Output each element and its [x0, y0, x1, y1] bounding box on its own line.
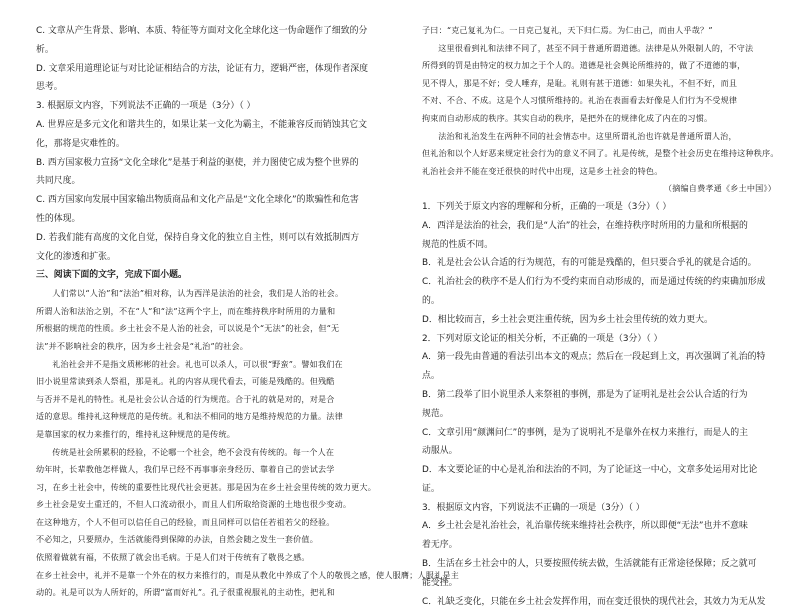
passage-line: 在乡土社会中，礼并不是靠一个外在的权力来推行的，而是从教化中养成了个人的敬畏之感，使人服膺；人服礼是主 — [36, 569, 459, 580]
passage-line: 幼年时，长辈教他怎样做人，我们早已经不再事事亲身经历、靠着自己的尝试去学 — [36, 464, 335, 475]
passage-line: 旧小说里常读到杀人祭祖，那是礼。礼的内容从现代看去，可能是残酷的。但残酷 — [36, 376, 335, 387]
passage-line: 动的。礼是可以为人所好的，所谓“富而好礼”。孔子很重视服礼的主动性，把礼和 — [36, 587, 335, 598]
option-line: B．生活在乡土社会中的人，只要按照传统去做，生活就能有正常途径保障；反之就可 — [422, 559, 757, 570]
option-line: 能受挫。 — [422, 577, 458, 588]
question-stem: 2．下列对原文论证的相关分析，不正确的一项是（3分）（ ） — [422, 333, 663, 344]
text-line: C. 文章从产生背景、影响、本质、特征等方面对文化全球化这一伪命题作了细致的分 — [36, 26, 368, 36]
option-line: 规范的性质不同。 — [422, 239, 493, 250]
passage-line: 礼治社会并不能在变迁很快的时代中出现，这是乡土社会的特色。 — [422, 165, 663, 176]
question-stem: 1．下列关于原文内容的理解和分析，正确的一项是（3分）（ ） — [422, 201, 672, 212]
passage-line: 不对、不合、不成。这是个人习惯所维持的。礼治在表面看去好像是人们行为不受规律 — [422, 95, 738, 106]
text-line: 析。 — [36, 44, 54, 55]
passage-line: 人们常以“人治”和“法治”相对称，认为西洋是法治的社会，我们是人治的社会。 — [52, 288, 344, 299]
question-stem: 3．根据原文内容，下列说法不正确的一项是（3分）（ ） — [422, 502, 645, 513]
option-line: A．西洋是法治的社会，我们是“人治”的社会，在维持秩序时所用的力量和所根据的 — [422, 220, 748, 231]
option-line: 点。 — [422, 371, 440, 382]
option-line: 的。 — [422, 295, 440, 306]
option-line: 性的体现。 — [36, 213, 81, 224]
previous-questions-block — [36, 22, 404, 285]
option-line: D．本文要论证的中心是礼治和法治的不同，为了论证这一中心，文章多处运用对比论 — [422, 465, 758, 476]
option-line: 共同尺度。 — [36, 176, 81, 187]
option-line: 动服从。 — [422, 446, 458, 457]
option-line: A．乡土社会是礼治社会，礼治靠传统来维持社会秩序，所以即便“无法”也并不意味 — [422, 521, 748, 532]
option-line: A. 世界应是多元文化和谐共生的，如果让某一文化为霸主，不能兼容反而销蚀其它文 — [36, 119, 368, 130]
option-line: B．第二段举了旧小说里杀人来祭祖的事例，那是为了证明礼是社会公认合适的行为 — [422, 389, 748, 400]
passage-line: 与否并不是礼的特性。礼是社会公认合适的行为规范。合于礼的就是对的，对是合 — [36, 393, 335, 404]
passage-line: 所得到的罚是由特定的权力加之于个人的。道德是社会舆论所维持的，做了不道德的事， — [422, 60, 746, 71]
passage-line: 所根据的规范的性质。乡土社会不是人治的社会，可以说是个“无法”的社会，但“无 — [36, 323, 340, 334]
right-column — [422, 22, 779, 611]
passage-line: 所谓人治和法治之别，不在“人”和“法”这两个字上，而在维持秩序时所用的力量和 — [36, 305, 336, 316]
passage-line: 适的意思。维持礼这种规范的是传统。礼和法不相同的地方是维持规范的力量。法律 — [36, 411, 343, 422]
passage-line: 在这种地方，个人不但可以信任自己的经验，而且同样可以信任若祖若父的经验。 — [36, 516, 335, 527]
text-line: 思考。 — [36, 82, 63, 93]
option-line: A．第一段先由普通的看法引出本文的观点；然后在一段起到上文，再次强调了礼治的特 — [422, 352, 766, 363]
option-line: C．文章引用“颜渊问仁”的事例，是为了说明礼不是靠外在权力来推行，而是人的主 — [422, 427, 749, 438]
passage-line: 见不得人，那是不好；受人唾弃，是耻。礼则有甚于道德：如果失礼，不但不好，而且 — [422, 77, 738, 88]
section-heading: 三、阅读下面的文字，完成下面小题。 — [36, 270, 187, 281]
passage-source: （摘编自费孝通《乡土中国》） — [663, 183, 776, 194]
option-line: 证。 — [422, 483, 440, 494]
option-line: C. 西方国家向发展中国家输出物质商品和文化产品是“文化全球化”的欺骗性和危害 — [36, 195, 359, 206]
passage-block-right — [422, 22, 779, 198]
option-line: C．礼缺乏变化，只能在乡土社会发挥作用，而在变迁很快的现代社会，其效力为无从发 — [422, 596, 766, 607]
passage-line: 子曰：“克己复礼为仁。一日克己复礼，天下归仁焉。为仁由己，而由人乎哉？” — [422, 25, 713, 35]
option-line: B. 西方国家极力宣扬“文化全球化”是基于利益的驱使，并力图使它成为整个世界的 — [36, 157, 359, 168]
option-line: 规范。 — [422, 408, 449, 419]
passage-line: 传统是社会所累积的经验，不论哪一个社会，绝不会没有传统的。每一个人在 — [52, 446, 335, 457]
option-line: D．相比较而言，乡土社会更注重传统，因为乡土社会里传统的效力更大。 — [422, 314, 713, 325]
option-line: 文化的渗透和扩张。 — [36, 251, 116, 262]
text-line: D. 文章采用道理论证与对比论证相结合的方法，论证有力，逻辑严密，体现作者深度 — [36, 63, 368, 74]
question-stem: 3. 根据原文内容，下列说法不正确的一项是（3分）（ ） — [36, 101, 256, 112]
passage-line: 不必知之，只要照办，生活就能得到保障的办法，自然会随之发生一套价值。 — [36, 534, 318, 545]
passage-line: 法”并不影响社会的秩序，因为乡土社会是“礼治”的社会。 — [36, 340, 249, 351]
passage-line: 法治和礼治发生在两种不同的社会情态中。这里所谓礼治也许就是普通所谓人治， — [438, 130, 737, 141]
passage-line: 拘束而自动形成的秩序。其实自动的秩序，是把外在的规律化成了内在的习惯。 — [422, 112, 713, 123]
passage-line: 这里很看到礼和法律不同了，甚至不同于普通所谓道德。法律是从外限制人的，不守法 — [438, 42, 754, 53]
passage-line: 习，在乡土社会中，传统的重要性比现代社会更甚。那是因为在乡土社会里传统的效力更大。 — [36, 481, 377, 492]
option-line: B．礼是社会公认合适的行为规范，有的可能是残酷的，但只要合乎礼的就是合适的。 — [422, 258, 757, 269]
option-line: 着无序。 — [422, 540, 458, 551]
option-line: C．礼治社会的秩序不是人们行为不受约束而自动形成的，而是通过传统的约束确加形成 — [422, 277, 766, 288]
option-line: 化，那将是灾难性的。 — [36, 138, 125, 149]
passage-line: 礼治社会并不是指文质彬彬的社会。礼也可以杀人，可以很“野蛮”。譬如我们在 — [52, 358, 343, 369]
option-line: D. 若我们能有高度的文化自觉，保持自身文化的独立自主性，则可以有效抵制西方 — [36, 232, 360, 243]
passage-line: 但礼治和以个人好恶来规定社会行为的意义不同了。礼是传统，是整个社会历史在维持这种秩序。 — [422, 148, 779, 159]
questions-block — [422, 198, 776, 611]
passage-line: 乡土社会是安土重迁的，不但人口流动很小，而且人们所取给资源的土地也很少变动。 — [36, 499, 352, 510]
passage-line: 是靠国家的权力来推行的，维持礼这种规范的是传统。 — [36, 428, 236, 439]
passage-line: 依照着做就有福，不依照了就会出毛病。于是人们对于传统有了敬畏之感。 — [36, 552, 310, 563]
